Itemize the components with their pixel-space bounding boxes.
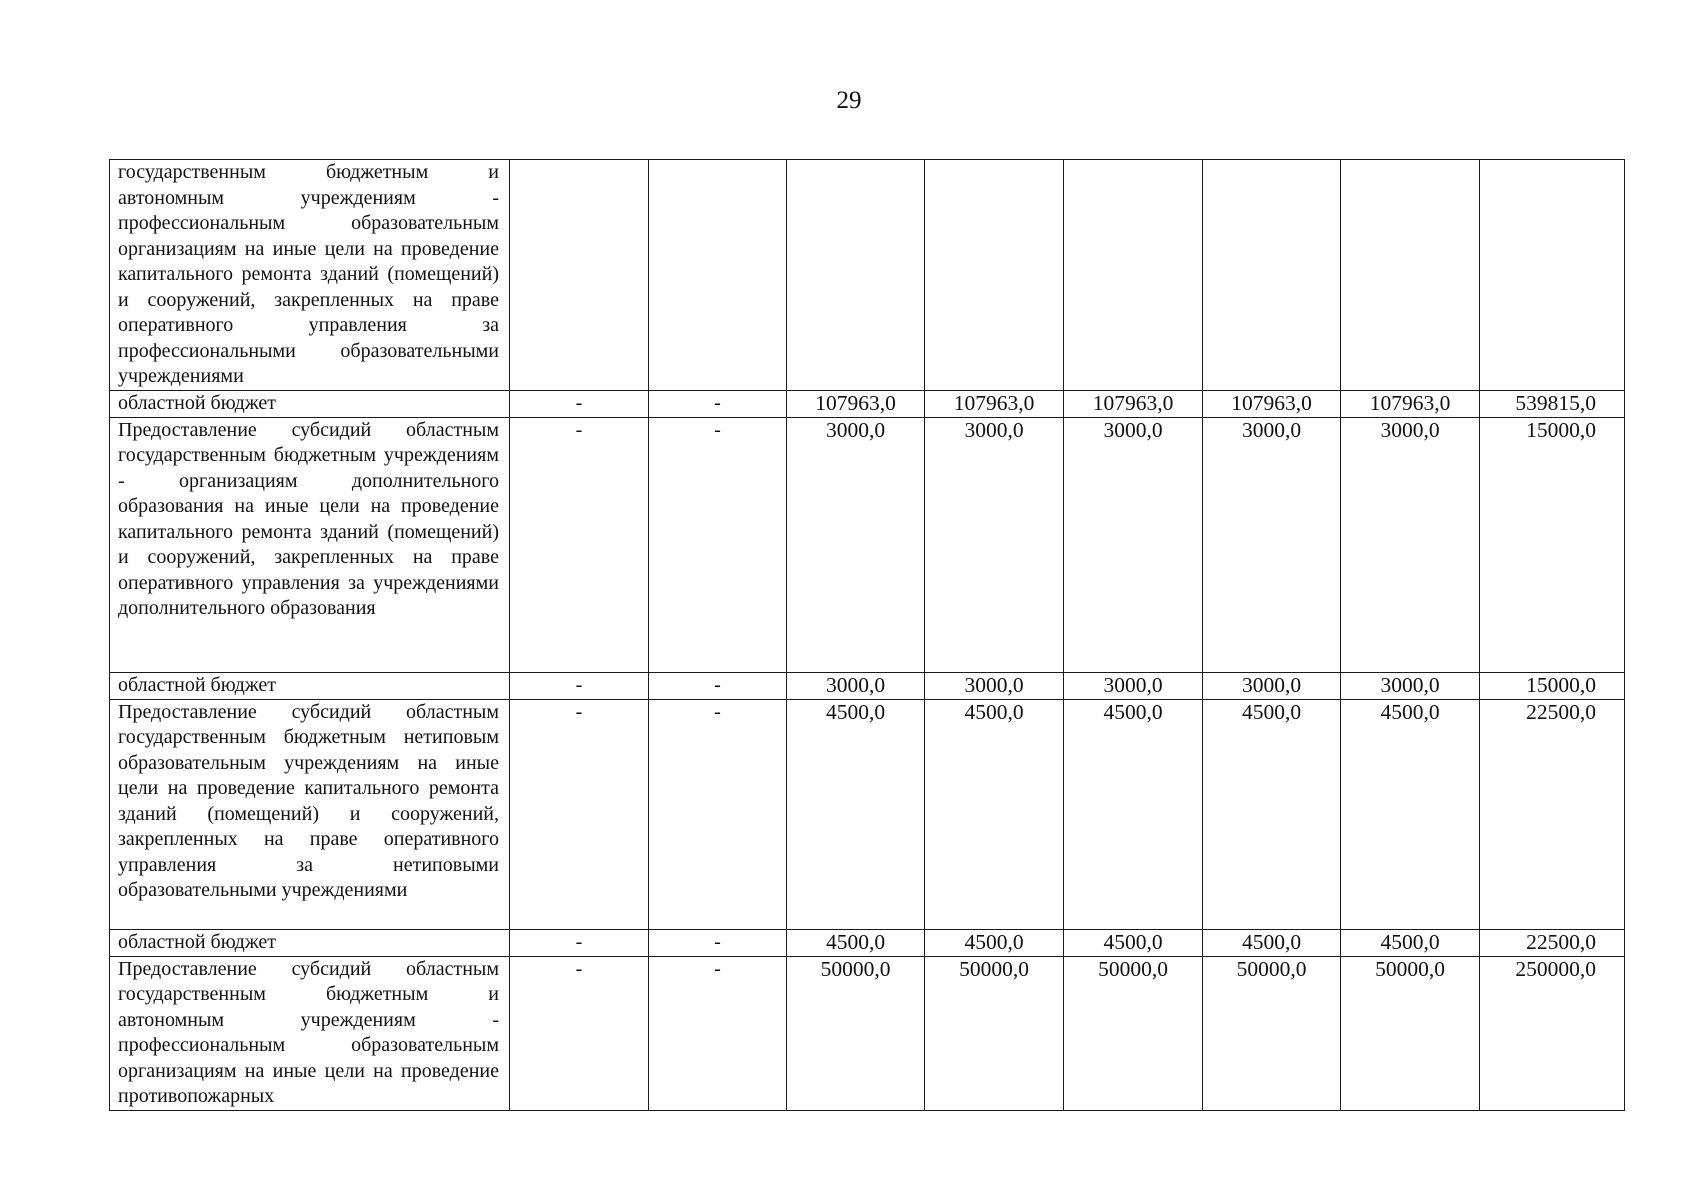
measure-description-cell: государственным бюджетным и автономным учреждениям - профессиональным образовательным организациям на иные цели на проведение капитального ремонта зданий (помещений) и сооружений, закрепленных на праве оперативного управления за профессиональными образовательными учреждениями <box>110 160 510 391</box>
measure-description-cell: Предоставление субсидий областным государственным бюджетным и автономным учреждениям - профессиональным образовательным организациям на иные цели на проведение противопожарных <box>110 956 510 1110</box>
value-cell: 50000,0 <box>1064 956 1203 1110</box>
value-cell: - <box>649 390 787 417</box>
value-cell: 3000,0 <box>925 417 1064 672</box>
value-cell: 4500,0 <box>1203 929 1341 956</box>
value-cell: 3000,0 <box>1203 417 1341 672</box>
value-cell: 4500,0 <box>787 699 925 929</box>
measure-description-cell: Предоставление субсидий областным государственным бюджетным учреждениям - организациям дополнительного образования на иные цели на проведение капитального ремонта зданий (помещений) и сооружений, закрепленных на праве оперативного управления за учреждениями дополнительного образования <box>110 417 510 672</box>
value-cell: 3000,0 <box>1064 672 1203 699</box>
page-number: 29 <box>836 87 862 114</box>
value-cell <box>1203 160 1341 391</box>
value-cell: - <box>649 929 787 956</box>
value-cell: - <box>649 699 787 929</box>
total-cell: 539815,0 <box>1480 390 1625 417</box>
value-cell: - <box>510 417 649 672</box>
value-cell: 3000,0 <box>787 417 925 672</box>
table-row <box>110 160 1625 391</box>
value-cell: 107963,0 <box>925 390 1064 417</box>
value-cell: 4500,0 <box>925 699 1064 929</box>
value-cell: 3000,0 <box>1064 417 1203 672</box>
budget-source-label: областной бюджет <box>110 929 510 956</box>
value-cell: - <box>510 672 649 699</box>
total-cell: 22500,0 <box>1480 929 1625 956</box>
value-cell: 107963,0 <box>1064 390 1203 417</box>
budget-source-label: областной бюджет <box>110 672 510 699</box>
value-cell: 4500,0 <box>1064 699 1203 929</box>
total-cell <box>1480 160 1625 391</box>
value-cell: 50000,0 <box>787 956 925 1110</box>
value-cell: - <box>649 956 787 1110</box>
value-cell: 4500,0 <box>1064 929 1203 956</box>
value-cell: 4500,0 <box>1203 699 1341 929</box>
measure-description-cell: Предоставление субсидий областным государственным бюджетным нетиповым образовательным учреждениям на иные цели на проведение капитального ремонта зданий (помещений) и сооружений, закрепленных на праве оперативного управления за нетиповыми образовательными учреждениями <box>110 699 510 929</box>
value-cell: 50000,0 <box>1203 956 1341 1110</box>
value-cell: - <box>649 417 787 672</box>
value-cell: 4500,0 <box>1341 929 1480 956</box>
value-cell <box>510 160 649 391</box>
value-cell: 107963,0 <box>1203 390 1341 417</box>
table-row <box>110 390 1625 417</box>
value-cell: 3000,0 <box>1341 672 1480 699</box>
value-cell: - <box>510 929 649 956</box>
total-cell: 250000,0 <box>1480 956 1625 1110</box>
value-cell <box>649 160 787 391</box>
value-cell: 4500,0 <box>787 929 925 956</box>
total-cell: 22500,0 <box>1480 699 1625 929</box>
value-cell: - <box>510 390 649 417</box>
value-cell: 3000,0 <box>1203 672 1341 699</box>
value-cell <box>925 160 1064 391</box>
value-cell: 107963,0 <box>1341 390 1480 417</box>
table-row <box>110 672 1625 699</box>
value-cell: 3000,0 <box>1341 417 1480 672</box>
value-cell: 50000,0 <box>925 956 1064 1110</box>
value-cell: - <box>510 699 649 929</box>
table-row <box>110 929 1625 956</box>
total-cell: 15000,0 <box>1480 672 1625 699</box>
value-cell <box>1064 160 1203 391</box>
value-cell: 107963,0 <box>787 390 925 417</box>
value-cell <box>787 160 925 391</box>
table-row <box>110 417 1625 672</box>
total-cell: 15000,0 <box>1480 417 1625 672</box>
value-cell: 3000,0 <box>787 672 925 699</box>
value-cell: 4500,0 <box>1341 699 1480 929</box>
value-cell: 3000,0 <box>925 672 1064 699</box>
value-cell: - <box>510 956 649 1110</box>
table-row <box>110 699 1625 929</box>
value-cell <box>1341 160 1480 391</box>
budget-source-label: областной бюджет <box>110 390 510 417</box>
budget-table <box>109 159 1625 1111</box>
value-cell: - <box>649 672 787 699</box>
value-cell: 50000,0 <box>1341 956 1480 1110</box>
table-row <box>110 956 1625 1110</box>
value-cell: 4500,0 <box>925 929 1064 956</box>
